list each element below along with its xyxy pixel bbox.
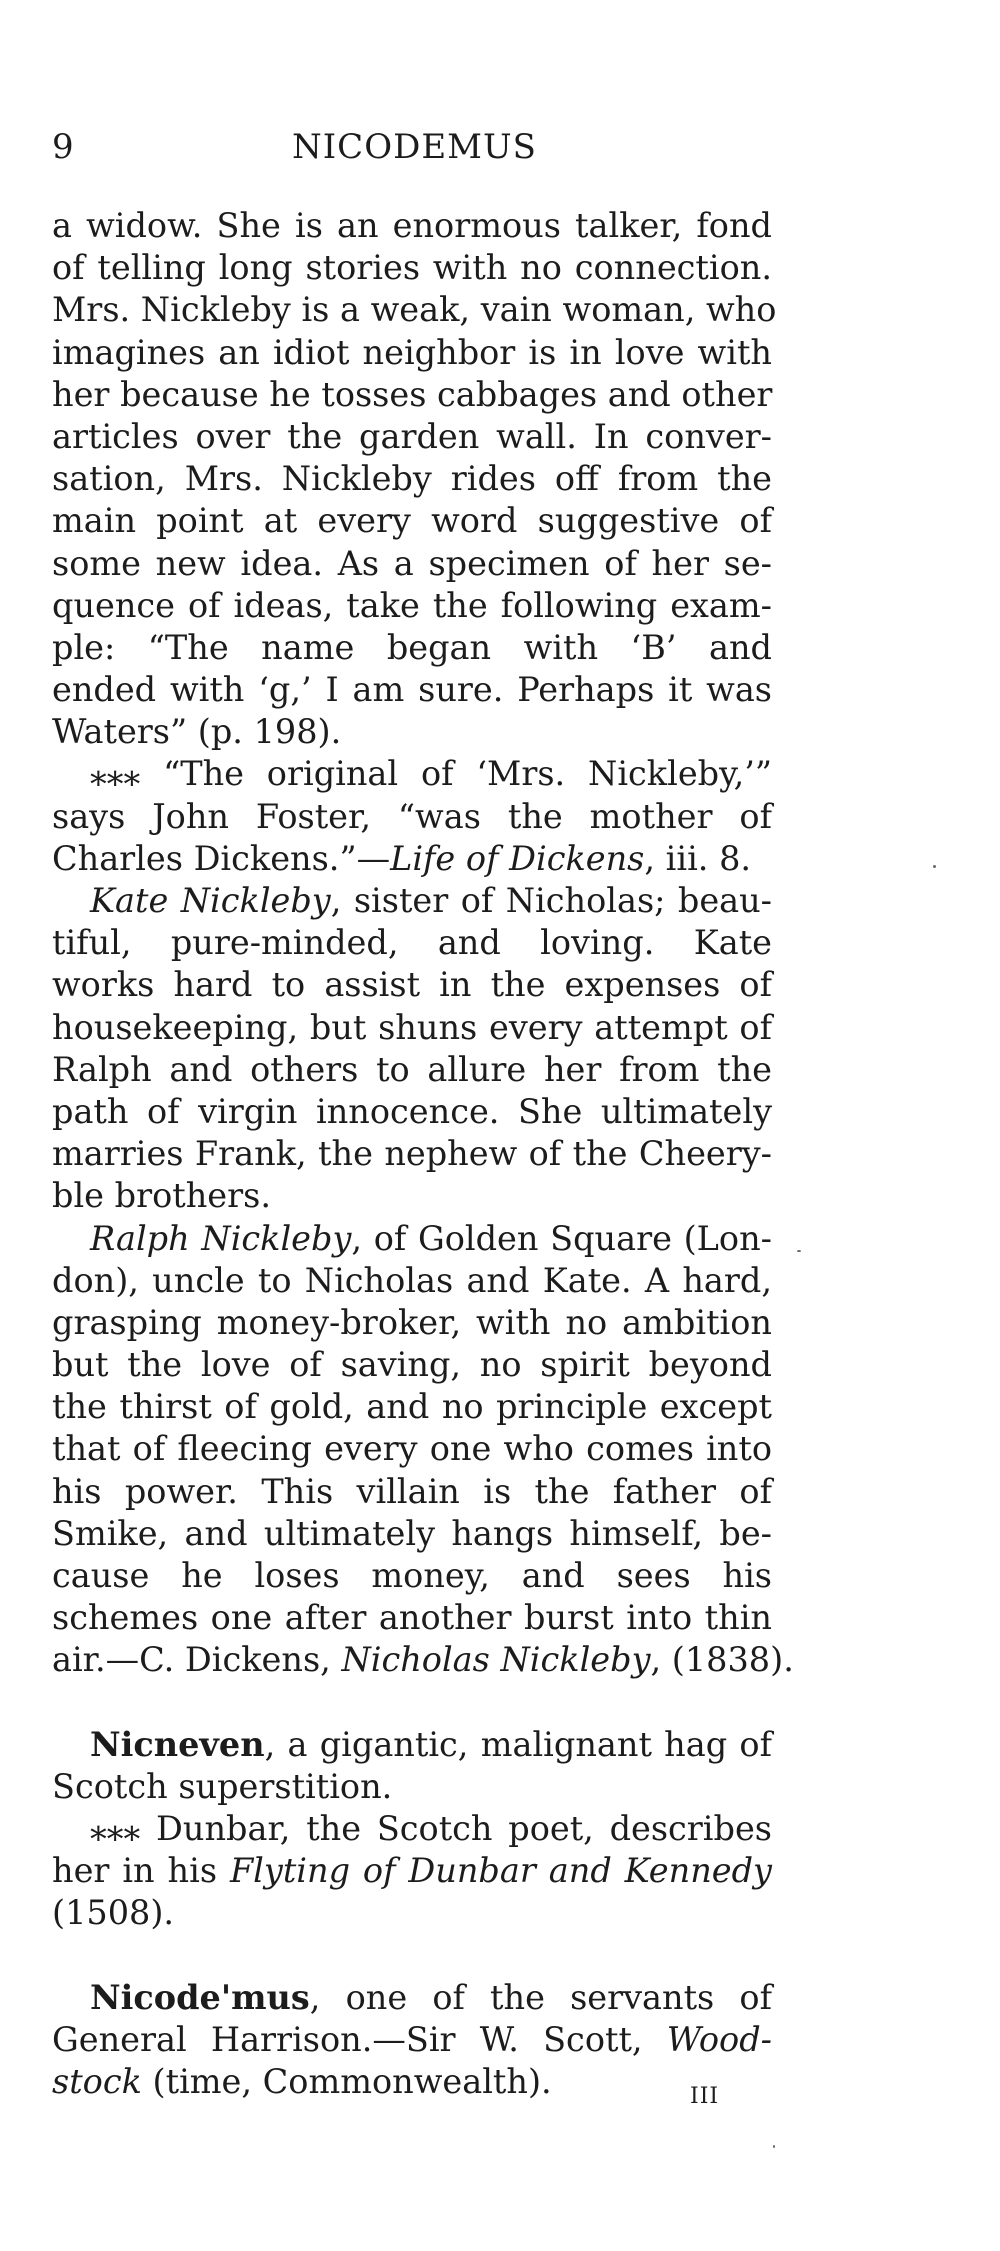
page-number: 9 [52,127,74,167]
text-line: Ralph and others to allure her from the [52,1049,772,1089]
paper-speck [933,865,936,868]
text-line: ble brothers. [52,1176,271,1216]
text-line: don), uncle to Nicholas and Kate. A hard, [52,1260,772,1300]
text-line: her in his Flyting of Dunbar and Kennedy [52,1851,772,1891]
text-line: quence of ideas, take the following exam- [52,585,772,625]
text-line: works hard to assist in the expenses of [52,965,772,1005]
text-line: ple: “The name began with ‘B’ and [52,627,772,667]
text-line: (1508). [52,1893,175,1933]
paper-speck [773,2145,775,2148]
body-text [52,205,794,2103]
text-line: Charles Dickens.”—Life of Dickens, iii. 8. [52,838,752,878]
text-line: Ralph Nickleby, of Golden Square (Lon- [90,1218,772,1258]
text-line: grasping money-broker, with no ambition [52,1302,772,1342]
text-line: sation, Mrs. Nickleby rides off from the [52,459,772,499]
text-line: of telling long stories with no connection. [52,248,772,288]
text-line: General Harrison.—Sir W. Scott, Wood- [52,2019,772,2059]
text-line: ended with ‘g,’ I am sure. Perhaps it was [52,670,772,710]
text-line: his power. This villain is the father of [52,1471,772,1511]
text-line: Waters” (p. 198). [52,712,342,752]
text-line: Mrs. Nickleby is a weak, vain woman, who [52,290,777,330]
text-line: Nicode'mus, one of the servants of [90,1977,772,2017]
text-line: Scotch superstition. [52,1766,393,1806]
text-line: cause he loses money, and sees his [52,1556,772,1595]
text-line: marries Frank, the nephew of the Cheery- [52,1134,772,1174]
signature-mark: III [690,2084,720,2109]
text-line: path of virgin innocence. She ultimately [52,1091,772,1131]
text-line: her because he tosses cabbages and other [52,374,773,414]
text-line: that of fleecing every one who comes into [52,1429,772,1469]
text-line: but the love of saving, no spirit beyond [52,1345,772,1385]
running-title: NICODEMUS [292,127,537,167]
text-line: air.—C. Dickens, Nicholas Nickleby, (1838). [52,1640,794,1680]
text-line: main point at every word suggestive of [52,501,772,541]
text-line: says John Foster, “was the mother of [52,796,772,836]
text-line: housekeeping, but shuns every attempt of [52,1007,772,1047]
text-line: some new idea. As a specimen of her se- [52,543,772,583]
text-line: the thirst of gold, and no principle except [52,1387,772,1427]
text-line: ⁎⁎⁎ Dunbar, the Scotch poet, describes [90,1808,772,1848]
text-line: stock (time, Commonwealth). [52,2061,552,2101]
text-line: Kate Nickleby, sister of Nicholas; beau- [90,881,773,920]
text-line: ⁎⁎⁎ “The original of ‘Mrs. Nickleby,’” [90,754,772,794]
text-line: Smike, and ultimately hangs himself, be- [52,1513,772,1553]
text-line: a widow. She is an enormous talker, fond [52,206,772,245]
paper-speck [797,1250,801,1252]
text-line: imagines an idiot neighbor is in love with [52,332,772,372]
paragraph-gap [52,1682,772,1724]
paragraph-gap [52,1935,772,1977]
text-line: tiful, pure-minded, and loving. Kate [52,923,772,963]
running-head [52,127,772,167]
text-line: schemes one after another burst into thin [52,1598,772,1638]
text-line: Nicneven, a gigantic, malignant hag of [90,1724,772,1764]
text-line: articles over the garden wall. In conver- [52,416,772,456]
